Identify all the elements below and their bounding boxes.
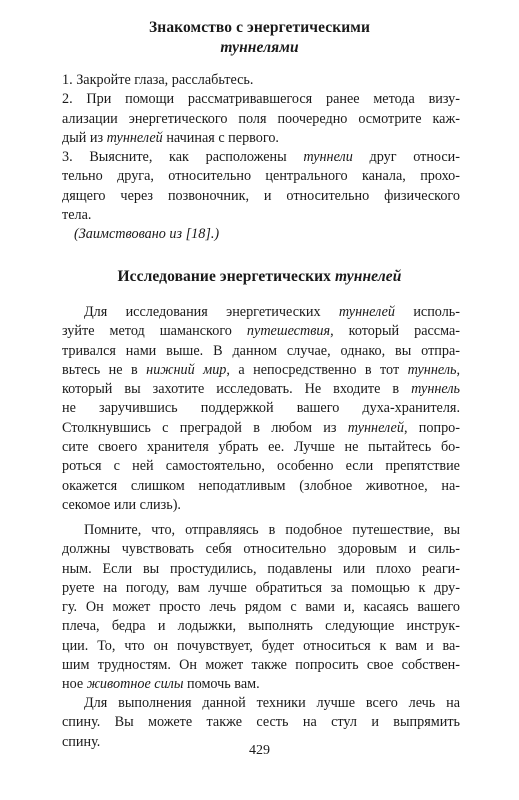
paragraph-line: ции. То, что он почувствует, будет относиться к вам и ва- [62,637,460,654]
paragraph-line: должны чувствовать себя относительно здоровым и силь- [62,541,460,558]
heading-line-1: Знакомство с энергетическими [149,19,370,36]
step-3-line: дящего через позвоночник, и относительно физического [62,187,460,204]
paragraph-line: спину. [62,733,101,750]
paragraph-line: руете на погоду, вам лучше обратиться за помощью к дру- [62,579,460,596]
step-2-line: дый из туннелей начиная с первого. [62,129,279,146]
paragraph-line: ным. Если вы простудились, подавлены или плохо реаги- [62,560,460,577]
paragraph-line: Столкнувшись с преградой в любом из туннелей, попро- [62,419,461,436]
paragraph-line: роться с ней самостоятельно, особенно если препятствие [62,458,460,475]
paragraph-line: Для выполнения данной техники лучше всего лечь на [84,695,460,711]
paragraph-line: плеча, бедра и лодыжки, выполнять следующие инструк- [62,618,460,635]
paragraph-line: вьтесь не в нижний мир, а непосредственно в тот туннель, [62,361,461,378]
paragraph-line: не заручившись поддержкой вашего духа-хранителя. [62,400,460,417]
paragraph-line: сите своего хранителя убрать ее. Лучше не пытайтесь бо- [62,439,460,456]
step-2-line: 2. При помощи рассматривавшегося ранее метода визу- [62,91,460,108]
paragraph-1 [62,303,460,515]
section-heading-research: Исследование энергетических туннелей [117,268,402,285]
paragraph-line: зуйте метод шаманского путешествия, который рассма- [62,323,460,340]
step-1: 1. Закройте глаза, расслабьтесь. [62,72,254,88]
paragraph-line: шим трудностям. Он может также попросить свое собствен- [62,657,460,674]
heading-line-2: туннелями [220,39,299,56]
paragraph-line: который вы захотите исследовать. Не входите в туннель [62,381,460,398]
page-number: 429 [249,743,270,758]
paragraph-line: тривался нами выше. В данном случае, однако, вы отпра- [62,342,460,359]
steps-block [62,71,460,245]
paragraph-line: секомое или слизь). [62,496,181,513]
step-3-line: тела. [62,207,92,224]
step-3-line: тельно друга, относительно центрального канала, прохо- [62,168,460,185]
step-3-line: 3. Выясните, как расположены туннели друг относи- [62,149,460,166]
section-heading-acquaintance [0,18,519,58]
paragraph-line: спину. Вы можете также сесть на стул и выпрямить [62,714,460,731]
paragraph-line: гу. Он может просто лечь рядом с вами и, касаясь вашего [62,599,460,616]
paragraph-line: окажется слишком неподатливым (злобное животное, на- [62,477,460,494]
paragraph-line: Для исследования энергетических туннелей исполь- [84,304,460,320]
step-2-line: ализации энергетического поля поочередно осмотрите каж- [62,110,460,127]
source-note: (Заимствовано из [18].) [74,226,220,243]
paragraph-line: Помните, что, отправляясь в подобное путешествие, вы [84,522,460,538]
paragraph-line: ное животное силы помочь вам. [62,676,260,693]
paragraph-2 [62,521,460,695]
